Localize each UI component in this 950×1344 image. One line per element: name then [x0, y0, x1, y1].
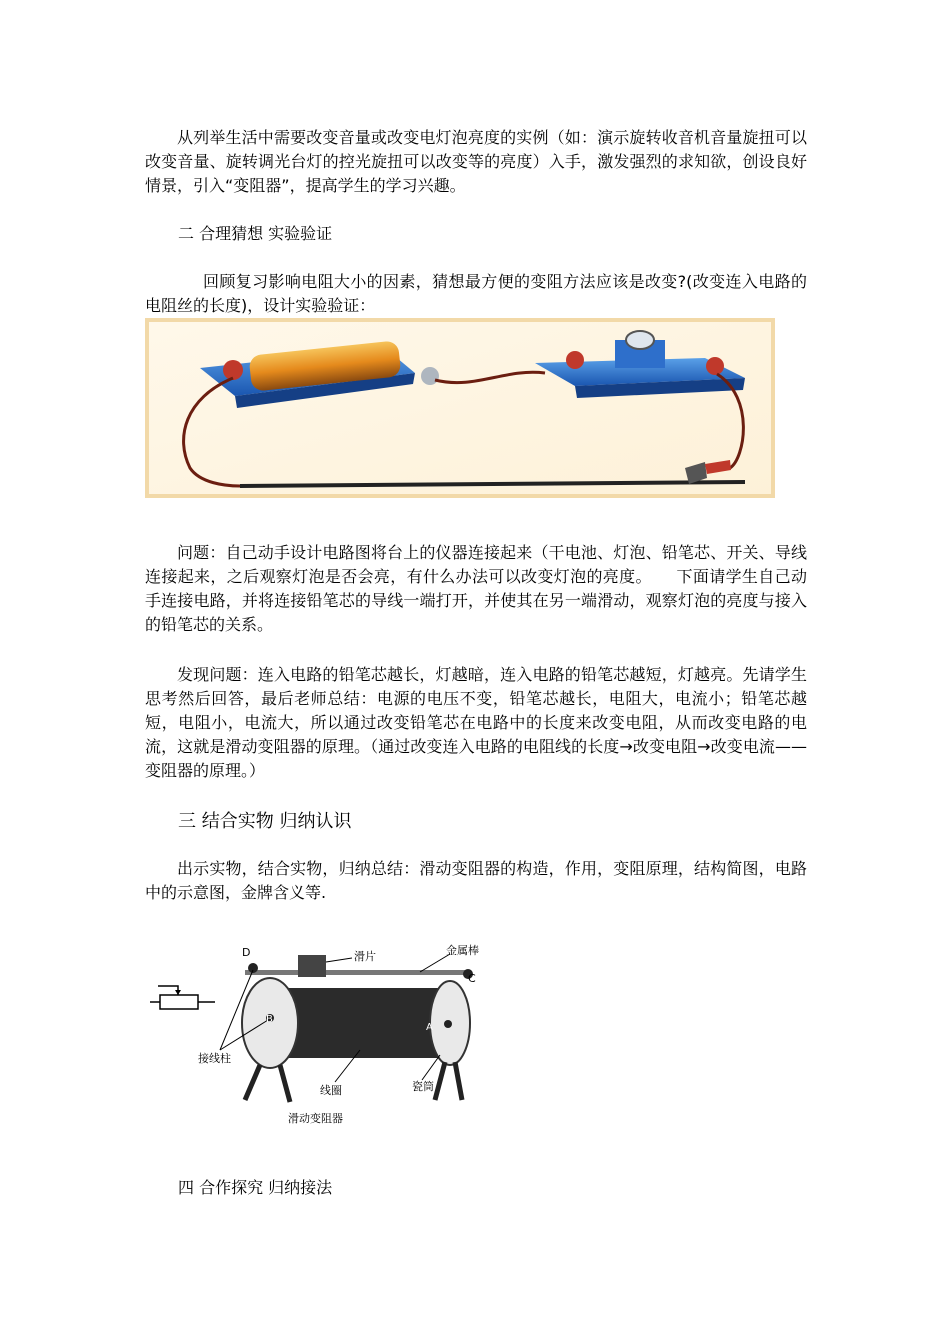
metal-rod [245, 970, 465, 975]
circuit-apparatus-photo [145, 318, 775, 498]
section-3-heading: 三 结合实物 归纳认识 [178, 811, 352, 832]
label-metal-rod: 金属棒 [446, 944, 479, 957]
terminal-red-left [223, 360, 243, 380]
section-2-heading: 二 合理猜想 实验验证 [178, 224, 333, 243]
letter-b: B [266, 1014, 273, 1025]
question-paragraph: 问题：自己动手设计电路图将台上的仪器连接起来（干电池、灯泡、铅笔芯、开关、导线连接起来，之后观察灯泡是否会亮，有什么办法可以改变灯泡的亮度。 下面请学生自己动手连接电路，并将连接铅笔芯的导线一端打开，并使其在另一端滑动，观察灯泡的亮度与接入的铅笔芯的关系。 [145, 543, 807, 634]
rheostat-symbol [150, 986, 215, 1009]
label-coil: 线圈 [320, 1084, 342, 1097]
guess-paragraph: 回顾复习影响电阻大小的因素，猜想最方便的变阻方法应该是改变?(改变连入电路的电阻丝的长度)，设计实验验证： [145, 272, 807, 315]
label-slider: 滑片 [354, 950, 376, 963]
findings-paragraph: 发现问题：连入电路的铅笔芯越长，灯越暗，连入电路的铅笔芯越短，灯越亮。先请学生思考然后回答，最后老师总结：电源的电压不变，铅笔芯越长，电阻大，电流小；铅笔芯越短，电阻小，电流大，所以通过改变铅笔芯在电路中的长度来改变电阻，从而改变电路的电流，这就是滑动变阻器的原理。（通过改变连入电路的电阻线的长度→改变电阻→改变电流——变阻器的原理。） [145, 665, 807, 780]
terminal-metal [421, 367, 439, 385]
label-porcelain-tube: 瓷筒 [412, 1080, 434, 1093]
intro-paragraph: 从列举生活中需要改变音量或改变电灯泡亮度的实例（如：演示旋转收音机音量旋扭可以改变音量、旋转调光台灯的控光旋扭可以改变等的亮度）入手，激发强烈的求知欲，创设良好情景，引入“变阻器”，提高学生的学习兴趣。 [145, 128, 807, 195]
letter-d: D [242, 946, 251, 959]
section-4-heading: 四 合作探究 归纳接法 [178, 1178, 333, 1197]
label-terminal: 接线柱 [198, 1052, 231, 1065]
letter-c: C [468, 972, 476, 985]
summary-paragraph: 出示实物，结合实物，归纳总结：滑动变阻器的构造，作用，变阻原理，结构简图，电路中的示意图，金牌含义等. [145, 859, 807, 902]
light-bulb [626, 331, 654, 349]
coil [275, 988, 445, 1058]
figure-caption: 滑动变阻器 [288, 1112, 343, 1125]
rheostat-figure [150, 940, 495, 1130]
slider [298, 955, 326, 977]
letter-a: A [426, 1022, 433, 1033]
